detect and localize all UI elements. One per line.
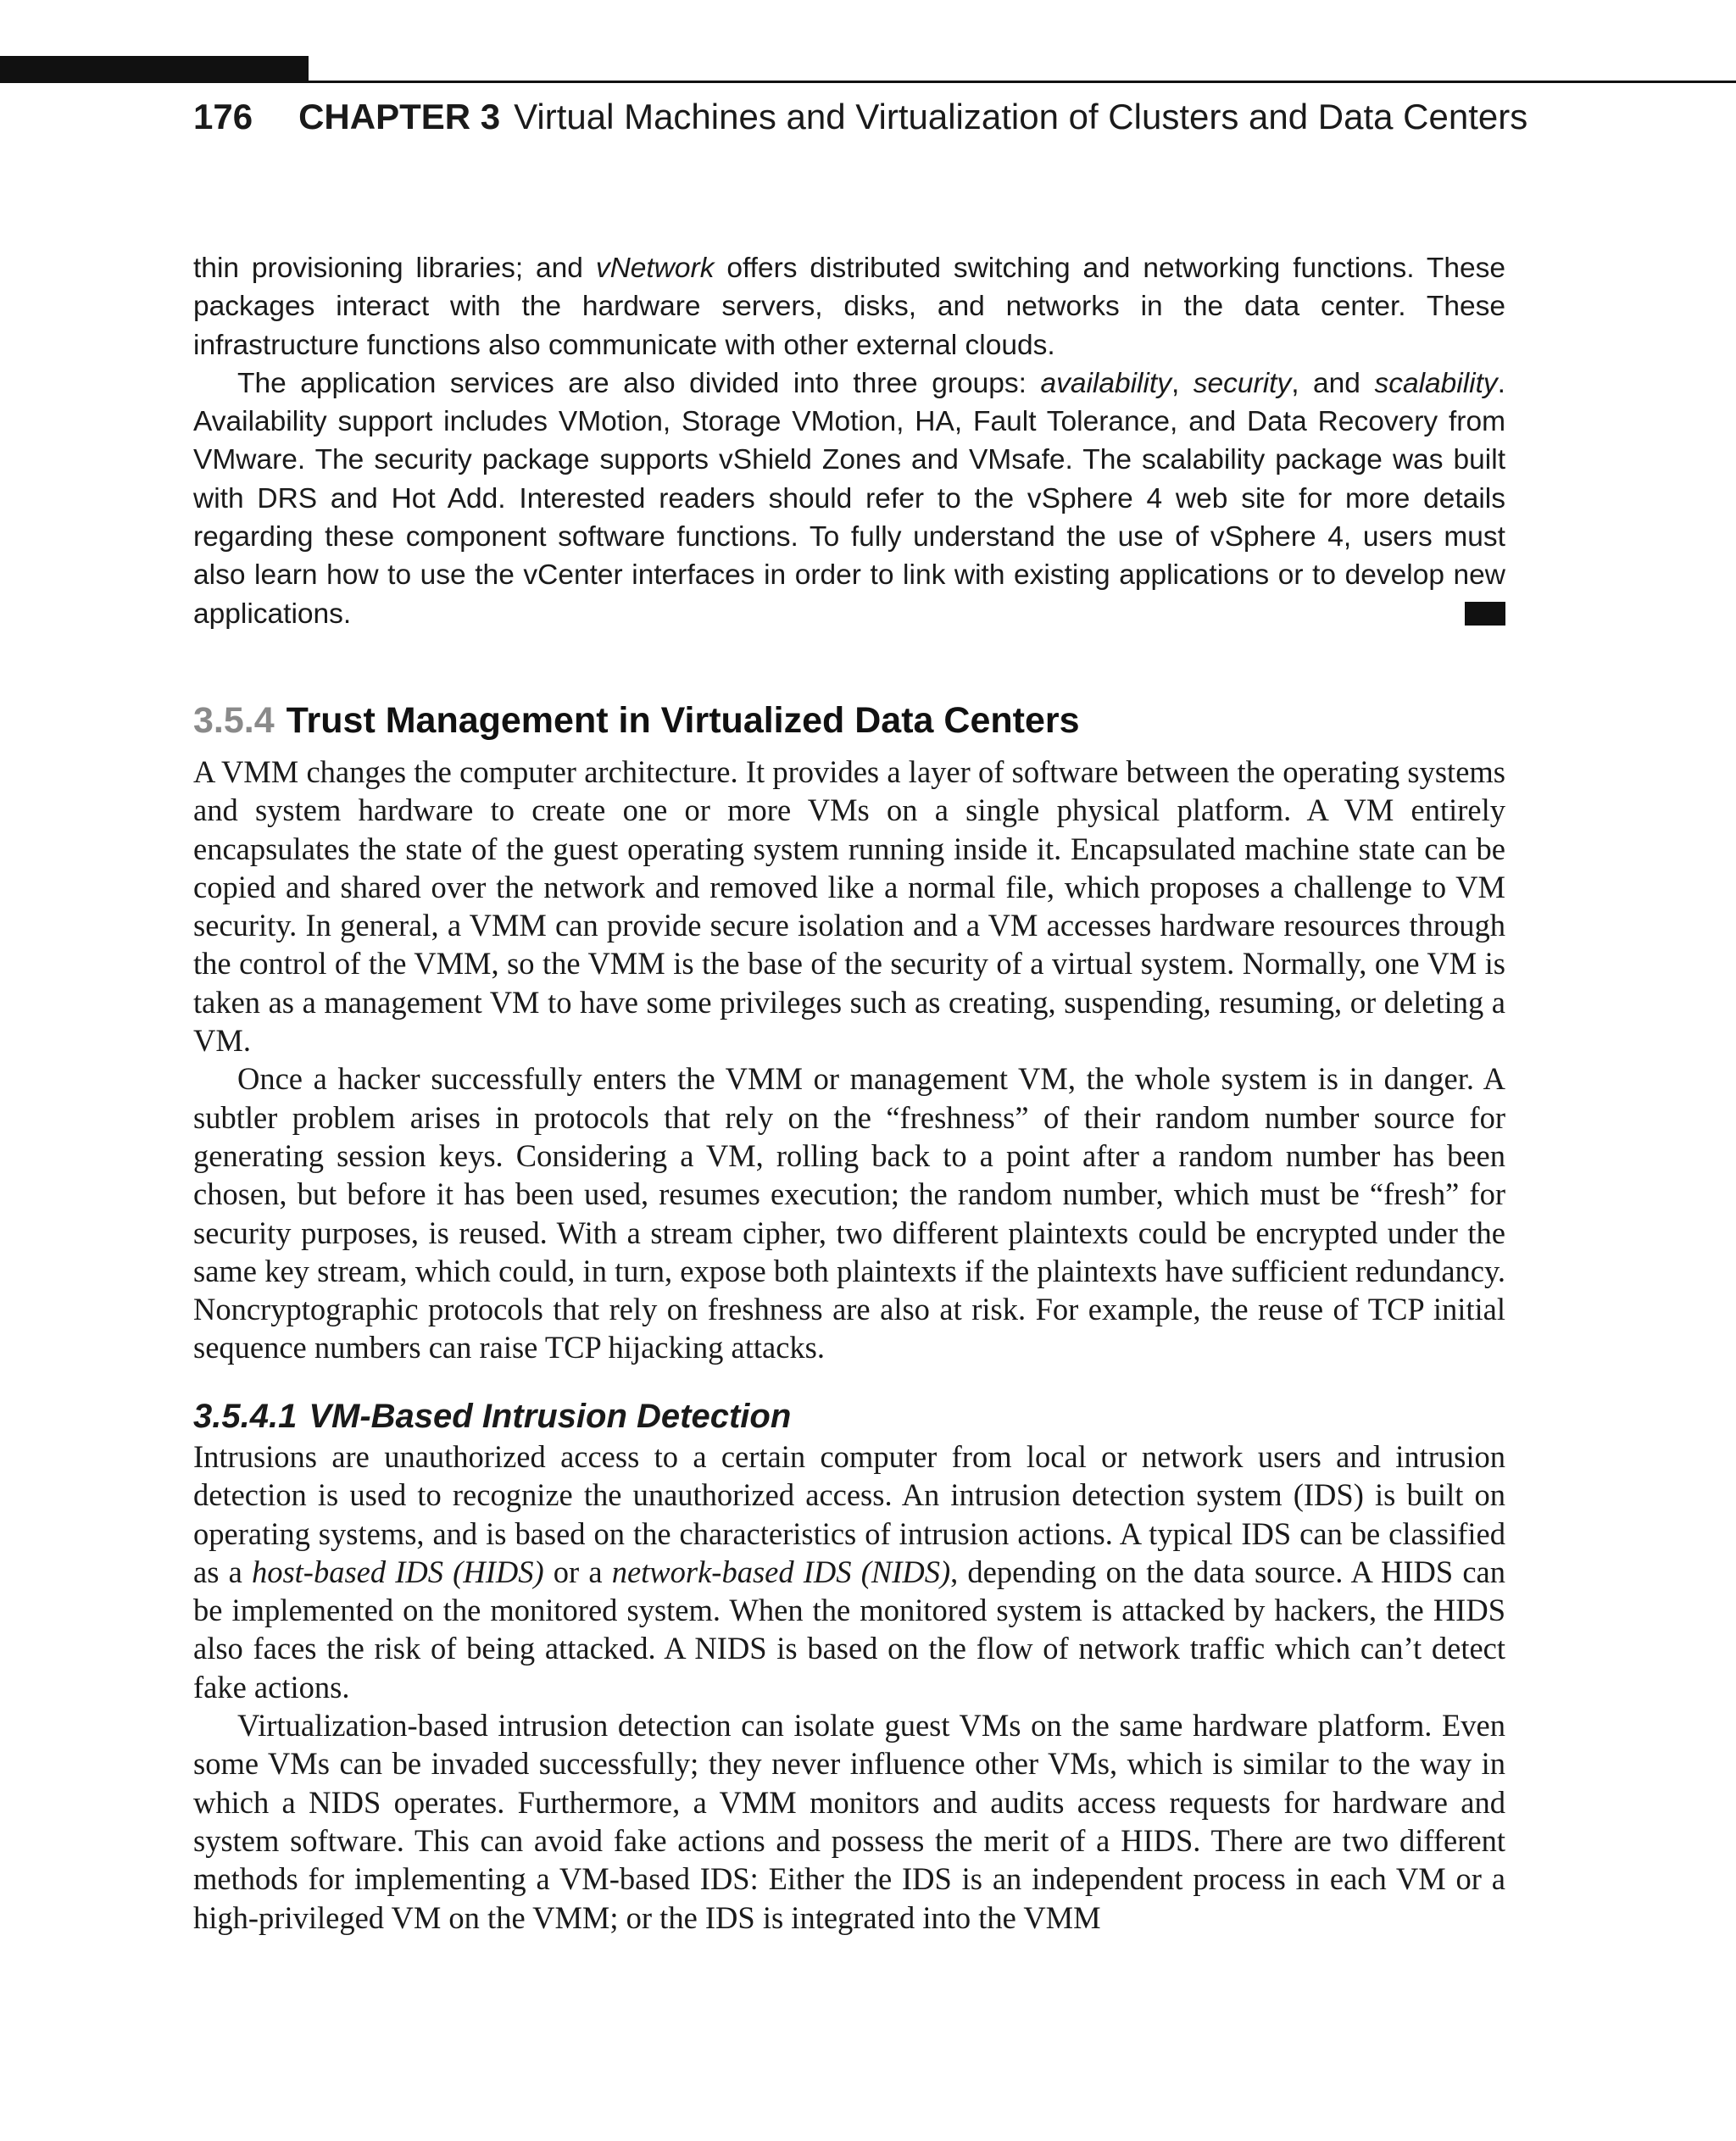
subsection-title: VM-Based Intrusion Detection <box>309 1398 792 1435</box>
page-number: 176 <box>193 97 253 136</box>
chapter-title: Virtual Machines and Virtualization of Clusters and Data Centers <box>514 97 1528 136</box>
nids-term: network-based IDS (NIDS) <box>611 1554 951 1589</box>
section-body <box>193 753 1505 1367</box>
section-title: Trust Management in Virtualized Data Centers <box>286 700 1080 741</box>
header-bar <box>0 56 309 83</box>
vnetwork-term: vNetwork <box>595 253 715 284</box>
intro-paragraph-2: The application services are also divided into three groups: availability, security, and scalability. Availability support includes VMotion, Storage VMotion, HA, Fault Tolerance, and Data Recovery from VMware. The security package supports vShield Zones and VMsafe. The scalability package was built with DRS and Hot Add. Interested readers should refer to the vSphere 4 web site for more details regarding these component software functions. To fully understand the use of vSphere 4, users must also learn how to use the vCenter interfaces in order to link with existing applications or to develop new applications. <box>193 367 1505 630</box>
intro-text <box>193 249 1505 633</box>
running-head <box>193 95 1550 139</box>
subsection-body <box>193 1438 1505 1937</box>
header-rule <box>309 81 1736 83</box>
subsection-paragraph-2: Virtualization-based intrusion detection can isolate guest VMs on the same hardware platform. Even some VMs can be invaded successfully; they never influence other VMs, which is similar to the way in which a NIDS operates. Furthermore, a VMM monitors and audits access requests for hardware and system software. This can avoid fake actions and possess the merit of a HIDS. There are two different methods for implementing a VM-based IDS: Either the IDS is an independent process in each VM or a high-privileged VM on the VMM; or the IDS is integrated into the VMM <box>193 1708 1505 1935</box>
end-of-box-marker <box>1465 602 1505 626</box>
section-heading <box>193 697 1505 744</box>
section-paragraph-2: Once a hacker successfully enters the VMM or management VM, the whole system is in danger. A subtler problem arises in protocols that rely on the “freshness” of their random number source for generating session keys. Considering a VM, rolling back to a point after a random number has been chosen, but before it has been used, resumes execution; the random number, which must be “fresh” for security purposes, is reused. With a stream cipher, two different plaintexts could be encrypted under the same key stream, which could, in turn, expose both plaintexts if the plaintexts have sufficient redundancy. Noncryptographic protocols that rely on freshness are also at risk. For example, the reuse of TCP initial sequence numbers can raise TCP hijacking attacks. <box>193 1061 1505 1365</box>
section-number: 3.5.4 <box>193 700 275 741</box>
hids-term: host-based IDS (HIDS) <box>251 1554 544 1589</box>
section-paragraph-1: A VMM changes the computer architecture. It provides a layer of software between the operating systems and system hardware to create one or more VMs on a single physical platform. A VM entirely encapsulates the state of the guest operating system running inside it. Encapsulated machine state can be copied and shared over the network and removed like a normal file, which proposes a challenge to VM security. In general, a VMM can provide secure isolation and a VM accesses hardware resources through the control of the VMM, so the VMM is the base of the security of a virtual system. Normally, one VM is taken as a management VM to have some privileges such as creating, suspending, resuming, or deleting a VM. <box>193 754 1505 1059</box>
intro-paragraph-1: thin provisioning libraries; and vNetwork offers distributed switching and networking functions. These packages interact with the hardware servers, disks, and networks in the data center. These infrastructure functions also communicate with other external clouds. <box>193 253 1505 361</box>
subsection-heading <box>193 1394 1505 1438</box>
chapter-label: CHAPTER 3 <box>298 97 501 136</box>
subsection-number: 3.5.4.1 <box>193 1398 298 1435</box>
subsection-paragraph-1: Intrusions are unauthorized access to a certain computer from local or network users and intrusion detection is used to recognize the unauthorized access. An intrusion detection system (IDS) is built on operating systems, and is based on the characteristics of intrusion actions. A typical IDS can be classified as a host-based IDS (HIDS) or a network-based IDS (NIDS), depending on the data source. A HIDS can be implemented on the monitored system. When the monitored system is attacked by hackers, the HIDS also faces the risk of being attacked. A NIDS is based on the flow of network traffic which can’t detect fake actions. <box>193 1439 1506 1704</box>
